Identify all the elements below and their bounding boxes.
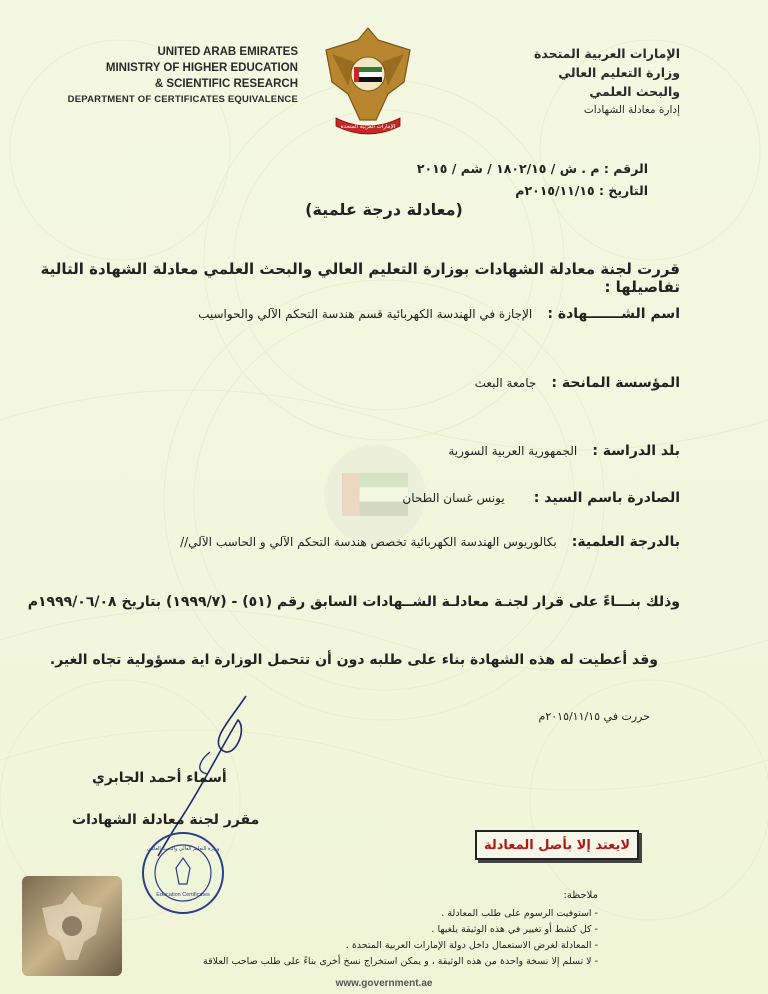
decision-text: وذلك بنـــاءً على قرار لجنـة معادلـة الشــهادات السابق رقم (٥١) - (١٩٩٩/٧) بتاريخ ١٩٩٩/٠٦/٠٨م xyxy=(27,594,680,610)
field-holder-name xyxy=(402,487,680,506)
field-label: المؤسسة المانحة : xyxy=(551,375,680,391)
header-ar-line-3: والبحث العلمي xyxy=(589,84,680,99)
field-country xyxy=(448,440,680,459)
disclaimer-text: وقد أعطيت له هذه الشهادة بناء على طلبه دون أن تتحمل الوزارة اية مسؤولية تجاه الغير. xyxy=(49,652,658,668)
field-value: جامعة البعث xyxy=(474,376,537,390)
hologram-sticker-icon xyxy=(22,876,122,976)
uae-emblem-icon xyxy=(318,20,418,138)
header-en-line-1: UNITED ARAB EMIRATES xyxy=(157,46,298,58)
document-title: (معادلة درجة علمية) xyxy=(305,200,463,219)
field-institution xyxy=(475,372,680,391)
header-ar-dept: إدارة معادلة الشهادات xyxy=(583,104,680,116)
note-item: - المعادلة لغرض الاستعمال داخل دولة الإمارات العربية المتحدة . xyxy=(345,940,598,951)
reference-date: التاريخ : ٢٠١٥/١١/١٥م xyxy=(515,183,648,198)
intro-text: قررت لجنة معادلة الشهادات بوزارة التعليم العالي والبحث العلمي معادلة الشهادة التالية تفاصيلها : xyxy=(40,260,680,296)
emblem-banner-text: الإمارات العربية المتحدة xyxy=(340,124,396,130)
header-en-line-3: & SCIENTIFIC RESEARCH xyxy=(154,78,298,90)
seal-text-en: Education Certificates xyxy=(156,892,210,898)
note-item: - كل كشط أو تغيير في هذه الوثيقة يلغيها . xyxy=(431,924,598,935)
reference-number: الرقم : م . ش / ١٨٠٢/١٥ / شم / ٢٠١٥ xyxy=(416,161,648,176)
field-value: يونس غسان الطحان xyxy=(402,491,505,505)
footer-url: www.government.ae xyxy=(335,978,433,989)
header-english xyxy=(48,44,298,108)
field-value: الإجازة في الهندسة الكهربائية قسم هندسة التحكم الآلي والحواسيب xyxy=(198,307,533,321)
seal-text-ar: وزارة التعليم العالي والبحث العلمي xyxy=(146,846,220,852)
field-label: بلد الدراسة : xyxy=(592,443,680,459)
notes-heading: ملاحظة: xyxy=(563,890,598,901)
header-arabic xyxy=(440,44,680,120)
header-ar-line-2: وزارة التعليم العالي xyxy=(558,65,680,80)
field-value: الجمهورية العربية السورية xyxy=(448,444,578,458)
field-certificate-name xyxy=(198,303,680,322)
header-en-dept: DEPARTMENT OF CERTIFICATES EQUIVALENCE xyxy=(67,94,298,105)
signatory-name: أسماء أحمد الجابري xyxy=(92,770,227,786)
original-only-notice: لايعتد إلا بأصل المعادلة xyxy=(475,830,639,860)
field-value: بكالوريوس الهندسة الكهربائية تخصص هندسة التحكم الآلي و الحاسب الآلي// xyxy=(180,535,557,549)
field-degree xyxy=(180,531,680,550)
field-label: بالدرجة العلمية: xyxy=(571,534,680,550)
header-en-line-2: MINISTRY OF HIGHER EDUCATION xyxy=(105,62,298,74)
field-label: الصادرة باسم السيد : xyxy=(533,490,680,506)
field-label: اسم الشـــــــهادة : xyxy=(547,306,680,322)
reference-block xyxy=(417,158,648,202)
issued-date: حررت في ٢٠١٥/١١/١٥م xyxy=(538,710,650,723)
note-item: - لا تسلم إلا نسخة واحدة من هذه الوثيقة ، و يمكن استخراج نسخ أخرى بناءً على طلب صاحب العلاقة xyxy=(203,956,598,967)
note-item: - استوفيت الرسوم على طلب المعادلة . xyxy=(441,908,598,919)
notes-block xyxy=(203,888,598,970)
signatory-title: مقرر لجنة معادلة الشهادات xyxy=(72,812,260,828)
header-ar-line-1: الإمارات العربية المتحدة xyxy=(533,46,680,61)
